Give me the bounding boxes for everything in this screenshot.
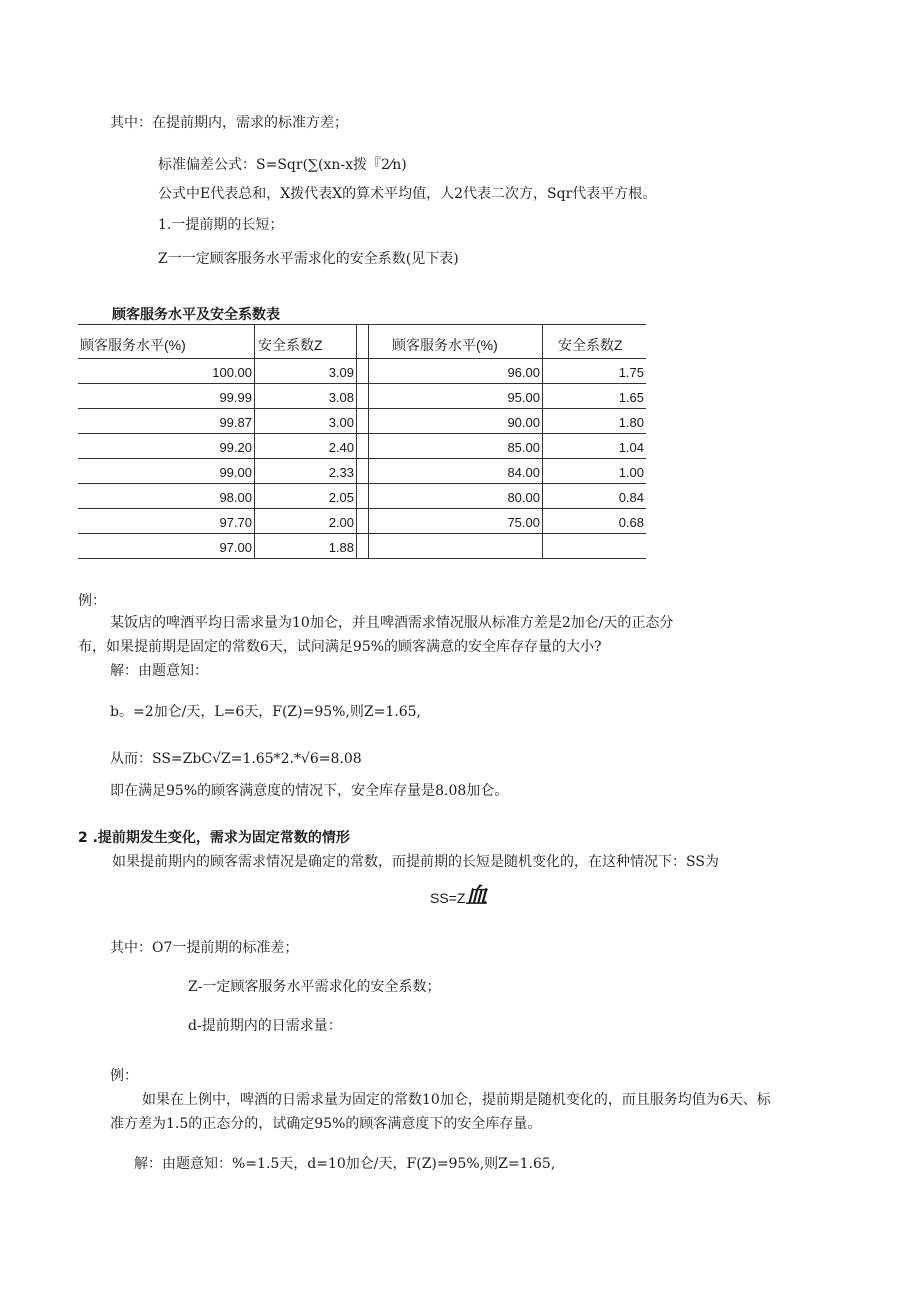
- z-definition: Z一一定顾客服务水平需求化的安全系数(见下表): [158, 251, 459, 267]
- example1-solution-label: 解：由题意知：: [110, 663, 208, 679]
- table-cell: 97.00: [219, 540, 252, 555]
- example2-solution: 解：由题意知：%=1.5天，d=10加仑/天，F(Z)=95%,则Z=1.65,: [134, 1156, 556, 1172]
- table-row-rule: [78, 383, 646, 384]
- table-cell: 80.00: [507, 490, 540, 505]
- table-cell: 2.33: [328, 465, 354, 480]
- table-cell: 99.99: [219, 390, 252, 405]
- table-cell: 97.70: [219, 515, 252, 530]
- example1-given: b。=2加仑/天，L=6天，F(Z)=95%,则Z=1.65,: [110, 704, 421, 720]
- table-cell: 3.09: [328, 365, 354, 380]
- example2-problem-line2: 准方差为1.5的正态分的，试确定95%的顾客满意度下的安全库存量。: [110, 1116, 542, 1132]
- table-cell: 0.68: [618, 515, 644, 530]
- section2-heading: 2 .提前期发生变化，需求为固定常数的情形: [78, 830, 350, 846]
- example2-label: 例：: [110, 1068, 138, 1084]
- std-dev-formula: 标准偏差公式：S=Sqr(∑(xn-x拨『2⁄n): [158, 157, 407, 173]
- table-cell: 100.00: [212, 365, 252, 380]
- table-cell: 2.05: [328, 490, 354, 505]
- table-cell: 1.88: [328, 540, 354, 555]
- table-row-rule: [78, 458, 646, 459]
- table-title: 顾客服务水平及安全系数表: [112, 307, 280, 323]
- section2-z-definition: Z-一定顾客服务水平需求化的安全系数；: [188, 979, 441, 995]
- table-row-rule: [78, 533, 646, 534]
- table-cell: 95.00: [507, 390, 540, 405]
- section2-intro: 如果提前期内的顾客需求情况是确定的常数，而提前期的长短是随机变化的，在这种情况下：SS为: [112, 854, 719, 870]
- table-top-rule: [78, 324, 646, 325]
- table-cell: 1.80: [618, 415, 644, 430]
- table-cell: 85.00: [507, 440, 540, 455]
- table-cell: 2.40: [328, 440, 354, 455]
- table-row-rule: [78, 358, 646, 359]
- table-column-rule: [356, 324, 357, 558]
- table-cell: 1.65: [618, 390, 644, 405]
- table-cell: 1.75: [618, 365, 644, 380]
- table-cell: 96.00: [507, 365, 540, 380]
- example1-calculation: 从而：SS=ZbC√Z=1.65*2.*√6=8.08: [110, 751, 362, 767]
- table-cell: 98.00: [219, 490, 252, 505]
- table-row-rule: [78, 408, 646, 409]
- table-cell: 75.00: [507, 515, 540, 530]
- table-row-rule: [78, 558, 646, 559]
- example1-problem-line2: 布，如果提前期是固定的常数6天，试问满足95%的顾客满意的安全库存存量的大小?: [78, 639, 602, 655]
- table-cell: 1.04: [618, 440, 644, 455]
- example1-label: 例：: [78, 593, 106, 609]
- example1-conclusion: 即在满足95%的顾客满意度的情况下，安全库存量是8.08加仑。: [110, 783, 509, 799]
- table-header-cell: 安全系数Z: [258, 337, 323, 353]
- table-header-cell: 顾客服务水平(%): [80, 337, 186, 353]
- table-row-rule: [78, 508, 646, 509]
- table-cell: 1.00: [618, 465, 644, 480]
- table-cell: 84.00: [507, 465, 540, 480]
- table-cell: 3.00: [328, 415, 354, 430]
- formula-handwritten: 血: [465, 883, 488, 908]
- table-cell: 99.20: [219, 440, 252, 455]
- example2-problem-line1: 如果在上例中，啤酒的日需求量为固定的常数10加仑，提前期是随机变化的，而且服务均值为6天、标: [142, 1092, 771, 1108]
- intro-line-1: 其中：在提前期内，需求的标准方差；: [110, 115, 348, 131]
- lead-time-item: 1.一提前期的长短；: [158, 217, 284, 233]
- table-cell: 99.00: [219, 465, 252, 480]
- formula-prefix: SS=Z: [430, 890, 466, 906]
- section2-formula: [430, 883, 488, 908]
- formula-explanation: 公式中E代表总和，X拨代表X的算术平均值，人2代表二次方，Sqr代表平方根。: [158, 186, 657, 202]
- table-header-cell: 顾客服务水平(%): [392, 337, 498, 353]
- table-row-rule: [78, 433, 646, 434]
- table-cell: 90.00: [507, 415, 540, 430]
- table-cell: 3.08: [328, 390, 354, 405]
- section2-where: 其中：O7一提前期的标准差；: [110, 940, 299, 956]
- table-header-cell: 安全系数Z: [558, 337, 623, 353]
- section2-d-definition: d-提前期内的日需求量：: [188, 1018, 342, 1034]
- table-row-rule: [78, 483, 646, 484]
- table-cell: 99.87: [219, 415, 252, 430]
- table-cell: 2.00: [328, 515, 354, 530]
- example1-problem-line1: 某饭店的啤酒平均日需求量为10加仑，并且啤酒需求情况服从标准方差是2加仑/天的正态分: [110, 615, 674, 631]
- table-cell: 0.84: [618, 490, 644, 505]
